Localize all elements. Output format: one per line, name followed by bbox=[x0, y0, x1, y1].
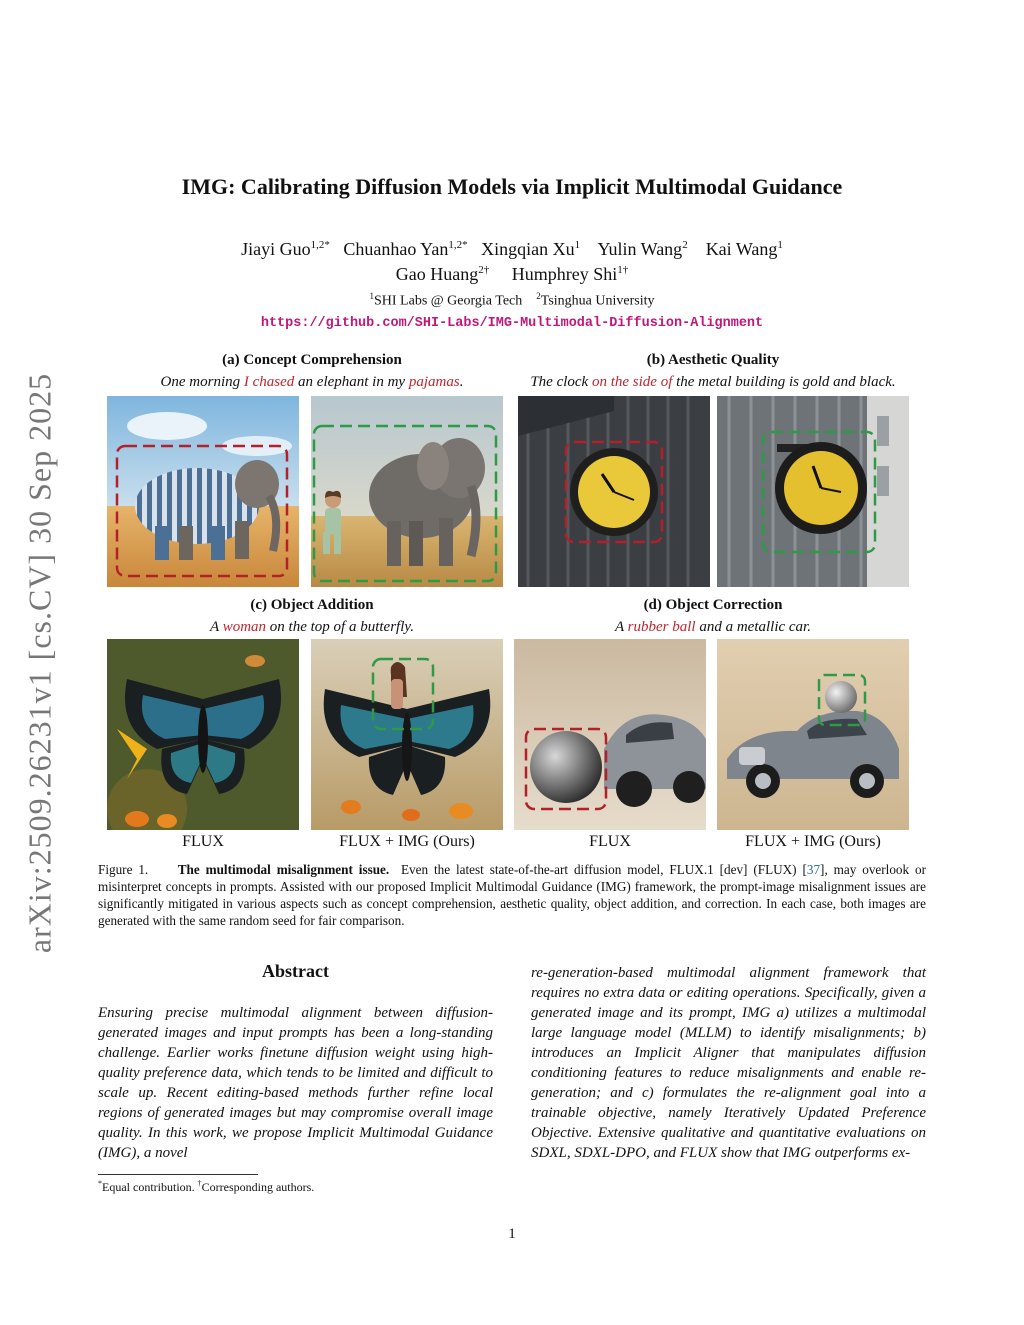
affiliations: $^1$SHI Labs @ Georgia Tech $^2$Tsinghua University bbox=[369, 291, 655, 309]
prompt-text: . bbox=[459, 374, 464, 390]
prompt-text: and a metallic car. bbox=[695, 619, 811, 635]
author: Yulin Wang$^2$ bbox=[597, 239, 688, 259]
prompt-highlight: on the side of bbox=[591, 374, 673, 390]
author: Humphrey Shi$^{1\dagger}$ bbox=[511, 264, 629, 284]
image-a-flux bbox=[107, 396, 299, 587]
abstract-heading: Abstract bbox=[262, 961, 329, 981]
github-link[interactable]: https://github.com/SHI-Labs/IMG-Multimodal-Diffusion-Alignment bbox=[260, 316, 764, 331]
authors-line-1 bbox=[0, 239, 1024, 260]
citation-link[interactable]: 37 bbox=[806, 862, 821, 877]
author: Kai Wang$^1$ bbox=[705, 239, 783, 259]
panel-a-prompt bbox=[107, 374, 517, 391]
label-flux-c: FLUX bbox=[182, 833, 224, 850]
image-b-flux-img bbox=[717, 396, 909, 587]
author: Xingqian Xu$^1$ bbox=[481, 239, 581, 259]
prompt-text: on the top of a butterfly. bbox=[266, 619, 414, 635]
prompt-text: The clock bbox=[530, 374, 592, 390]
image-b-flux bbox=[518, 396, 710, 587]
prompt-highlight: woman bbox=[222, 619, 267, 635]
panel-d-prompt bbox=[507, 619, 919, 636]
image-c-flux bbox=[107, 639, 299, 830]
prompt-text: the metal building is gold and black. bbox=[672, 374, 896, 390]
panel-b-prompt bbox=[507, 374, 919, 391]
prompt-highlight: I chased bbox=[243, 374, 295, 390]
authors-line-2 bbox=[0, 264, 1024, 285]
footnote-rule bbox=[98, 1174, 258, 1175]
author: Gao Huang$^{2\dagger}$ bbox=[395, 264, 490, 284]
prompt-text: A bbox=[615, 619, 628, 635]
panel-c-prompt bbox=[107, 619, 517, 636]
panel-b-title: (b) Aesthetic Quality bbox=[646, 352, 780, 368]
prompt-highlight: pajamas bbox=[408, 374, 460, 390]
label-flux-img-d: FLUX + IMG (Ours) bbox=[745, 833, 881, 850]
abstract-left-column: Ensuring precise multimodal alignment between diffusion-generated images and input prompts has been a long-standing challenge. Earlier works finetune diffusion weight using high-quality preference data, which tends to be limited and difficult to scale up. Recent editing-based methods further refine local regions of generated images but may compromise overall image quality. In this work, we propose Implicit Multimodal Guidance (IMG), a novel bbox=[98, 1005, 493, 1161]
footnote: *Equal contribution. †Corresponding authors. bbox=[98, 1179, 315, 1194]
author: Jiayi Guo$^{1,2*}$ bbox=[241, 239, 330, 259]
prompt-text: One morning bbox=[160, 374, 244, 390]
image-d-flux-img bbox=[717, 639, 909, 830]
panel-d-title: (d) Object Correction bbox=[643, 597, 783, 613]
page-number: 1 bbox=[508, 1226, 516, 1242]
image-d-flux bbox=[514, 639, 706, 830]
author: Chuanhao Yan$^{1,2*}$ bbox=[343, 239, 468, 259]
figure-caption: Figure 1. The multimodal misalignment issue. Even the latest state-of-the-art diffusion model, FLUX.1 [dev] (FLUX) [37], may overlook or misinterpret concepts in prompts. Assisted with our proposed Implicit Multimodal Guidance (IMG) framework, the prompt-image misalignment issues are significantly mitigated in various aspects such as concept comprehension, aesthetic quality, object addition, and correction. In each case, both images are generated with the same random seed for fair comparison. bbox=[98, 862, 926, 928]
abstract-right-column: re-generation-based multimodal alignment framework that requires no extra data or editing operations. Specifically, given a generated image and its prompt, IMG a) utilizes a multimodal large language model (MLLM) to identify misalignments; b) introduces an Implicit Aligner that manipulates diffusion conditioning features to reduce misalignments and enable re-generation; and c) formulates the re-alignment goal into a trainable objective, namely Iteratively Updated Preference Objective. Extensive qualitative and quantitative evaluations on SDXL, SDXL-DPO, and FLUX show that IMG outperforms ex- bbox=[531, 965, 926, 1161]
prompt-text: an elephant in my bbox=[294, 374, 409, 390]
image-c-flux-img bbox=[311, 639, 503, 830]
image-a-flux-img bbox=[311, 396, 503, 587]
panel-a-title: (a) Concept Comprehension bbox=[222, 352, 402, 368]
arxiv-stamp: arXiv:2509.26231v1 [cs.CV] 30 Sep 2025 bbox=[21, 372, 58, 954]
label-flux-img-c: FLUX + IMG (Ours) bbox=[339, 833, 475, 850]
label-flux-d: FLUX bbox=[589, 833, 631, 850]
prompt-highlight: rubber ball bbox=[627, 619, 696, 635]
prompt-text: A bbox=[210, 619, 223, 635]
panel-c-title: (c) Object Addition bbox=[250, 597, 374, 613]
paper-title: IMG: Calibrating Diffusion Models via Implicit Multimodal Guidance bbox=[181, 174, 843, 199]
